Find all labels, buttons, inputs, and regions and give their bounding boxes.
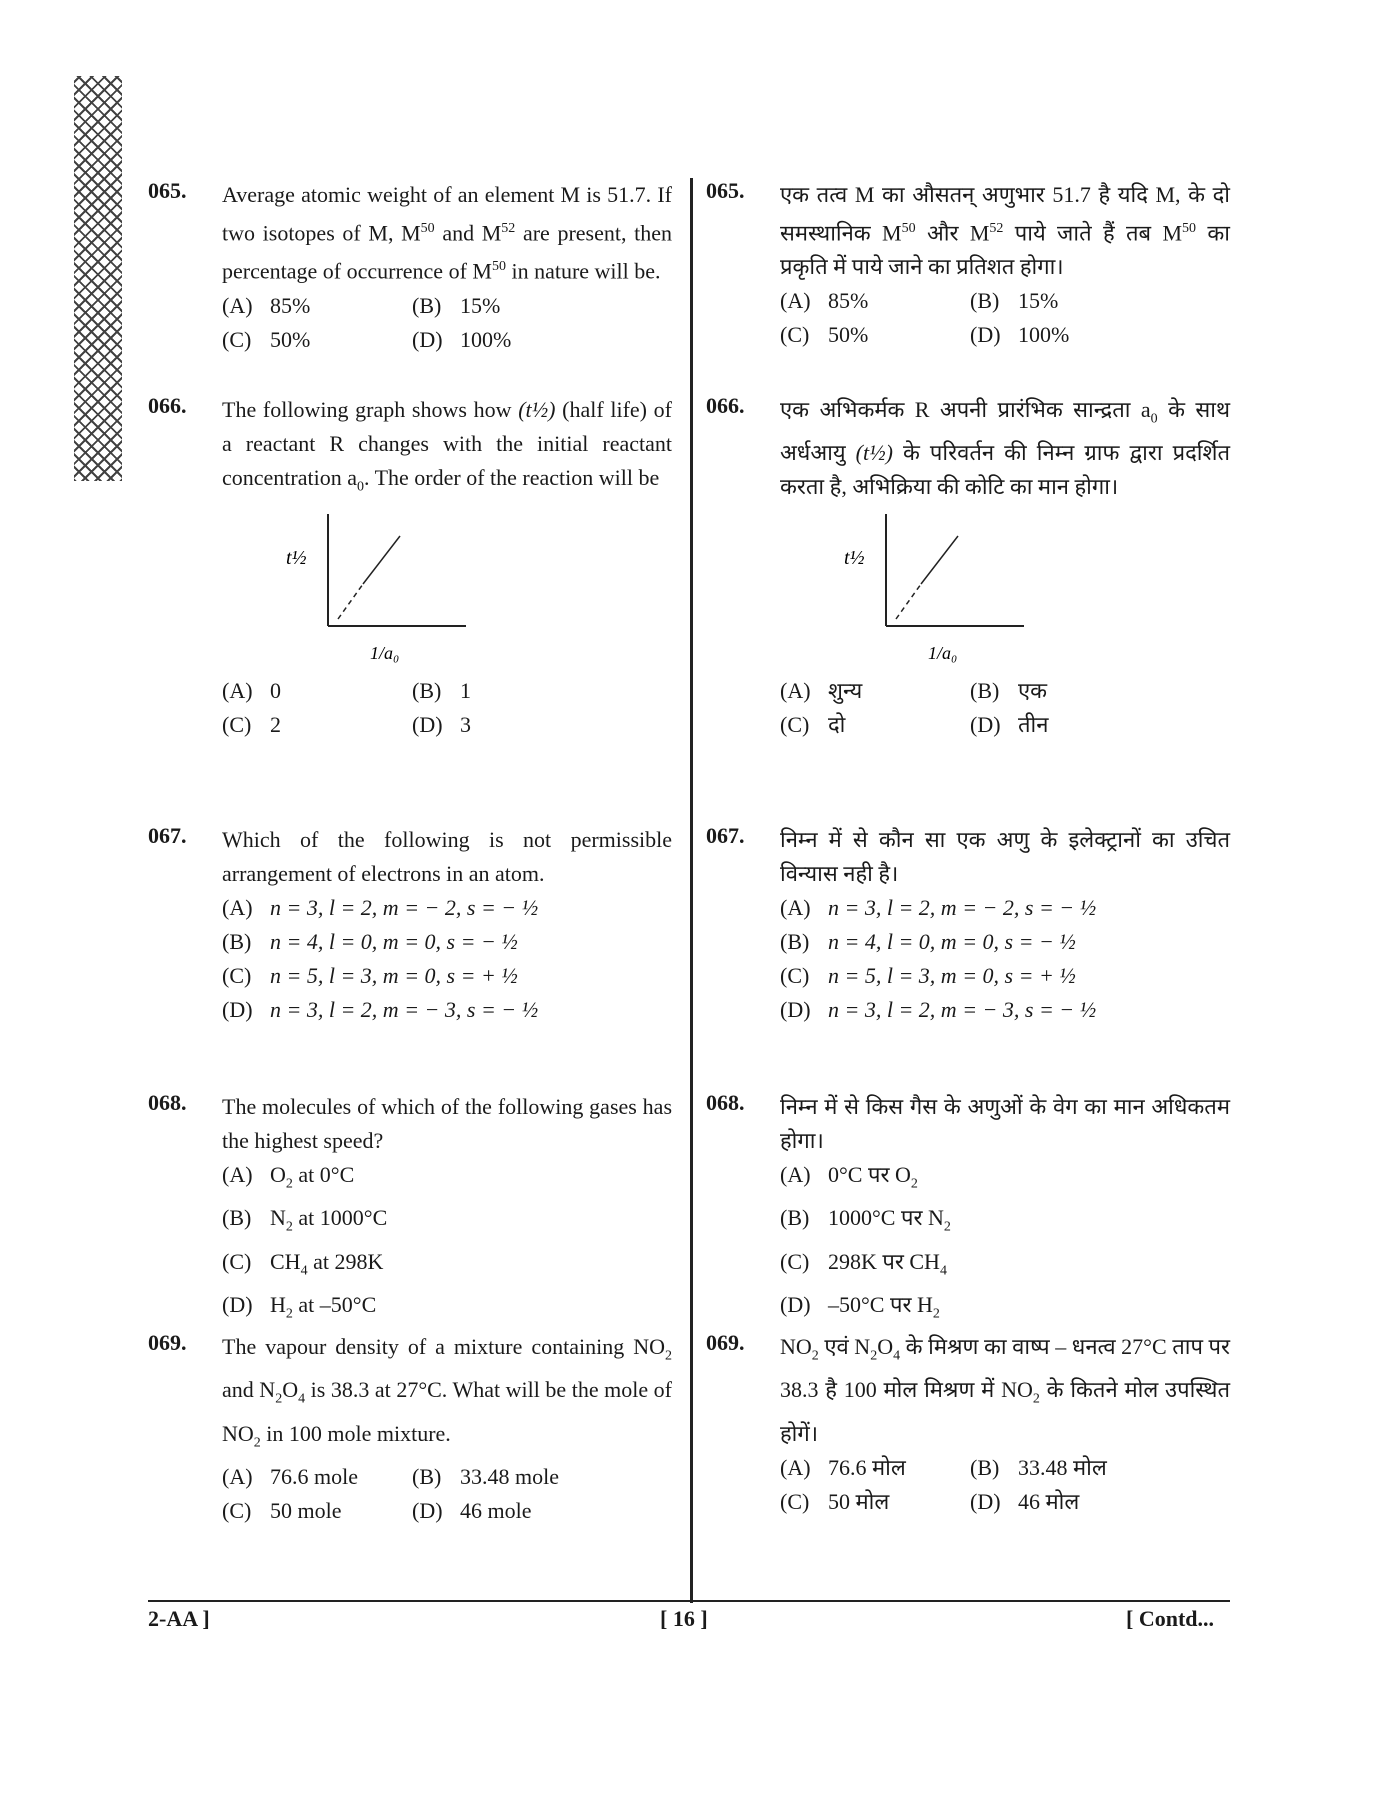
question-text: एक अभिकर्मक R अपनी प्रारंभिक सान्द्रता $a_0$ के साथ अर्धआयु (t½) के परिवर्तन की निम्न ग्राफ द्वारा प्रदर्शित करता है, अभिक्रिया की कोटि का मान होगा। (780, 397, 1230, 500)
question-067-hi (706, 823, 1230, 1090)
question-number: 067. (148, 823, 187, 848)
option-c: (C) दो (780, 712, 846, 738)
option-a: (A) $O_2$ at 0°C (222, 1162, 355, 1192)
question-065-hi (706, 178, 1230, 393)
options (780, 674, 1230, 742)
option-a: (A) 85% (222, 292, 311, 318)
option-b: (B) 15% (970, 288, 1059, 314)
question-number: 065. (706, 178, 745, 203)
option-a: (A) n = 3, l = 2, m = − 2, s = − ½ (780, 895, 1097, 920)
y-axis-label: t½ (844, 547, 865, 570)
options (222, 1158, 672, 1332)
question-number: 068. (706, 1090, 745, 1115)
question-066-hi (706, 393, 1230, 823)
option-a: (A) 85% (780, 288, 869, 314)
options (222, 1460, 672, 1528)
question-069-hi (706, 1330, 1230, 1519)
option-d: (D) 46 मोल (970, 1488, 1080, 1514)
graph-line (363, 536, 400, 584)
option-c: (C) n = 5, l = 3, m = 0, s = + ½ (222, 963, 518, 988)
option-d: (D) 46 mole (412, 1498, 532, 1524)
question-068-hi (706, 1090, 1230, 1330)
option-d: (D) 3 (412, 712, 471, 738)
option-c: (C) 50% (222, 326, 311, 352)
option-b: (B) $N_2$ at 1000°C (222, 1205, 388, 1235)
option-a: (A) 0 (222, 678, 281, 704)
option-c: (C) $CH_4$ at 298K (222, 1248, 384, 1279)
graph-svg (248, 504, 488, 674)
question-066-en (148, 393, 672, 823)
english-column (148, 178, 672, 1528)
options (780, 284, 1230, 352)
option-d: (D) n = 3, l = 2, m = − 3, s = − ½ (222, 997, 539, 1022)
options (780, 1451, 1230, 1519)
question-number: 069. (706, 1330, 745, 1355)
option-b: (B) 15% (412, 292, 501, 318)
question-text: एक तत्व M का औसतन् अणुभार 51.7 है यदि M, के दो समस्थानिक $M^{50}$ और $M^{52}$ पाये जाते हैं तब $M^{50}$ का प्रकृति में पाये जाने का प्रतिशत होगा। (780, 182, 1230, 280)
footer-page-number: [ 16 ] (660, 1606, 708, 1631)
option-a: (A) n = 3, l = 2, m = − 2, s = − ½ (222, 895, 539, 920)
decorative-border-pattern (74, 76, 122, 481)
question-069-en (148, 1330, 672, 1528)
footer-rule (148, 1600, 1230, 1602)
option-c: (C) 2 (222, 712, 281, 738)
question-068-en (148, 1090, 672, 1330)
question-number: 066. (148, 393, 187, 418)
question-number: 068. (148, 1090, 187, 1115)
footer-booklet-code: 2-AA ] (148, 1606, 210, 1631)
option-b: (B) एक (970, 678, 1048, 704)
option-c: (C) 298K पर $CH_4$ (780, 1248, 947, 1279)
question-number: 066. (706, 393, 745, 418)
question-number: 067. (706, 823, 745, 848)
question-number: 065. (148, 178, 187, 203)
option-d: (D) तीन (970, 712, 1049, 738)
x-axis-label: 1/a₀ (370, 643, 400, 664)
half-life-graph (248, 504, 672, 674)
hindi-column (706, 178, 1230, 1519)
question-number: 069. (148, 1330, 187, 1355)
options (222, 289, 672, 357)
question-text: Which of the following is not permissible arrangement of electrons in an atom. (222, 827, 672, 886)
options (222, 891, 672, 1027)
question-065-en (148, 178, 672, 393)
question-067-en (148, 823, 672, 1090)
option-b: (B) n = 4, l = 0, m = 0, s = − ½ (780, 929, 1076, 954)
option-d: (D) 100% (412, 326, 512, 352)
option-d: (D) –50°C पर $H_2$ (780, 1292, 940, 1322)
graph-line (921, 536, 958, 584)
option-a: (A) 0°C पर $O_2$ (780, 1162, 918, 1192)
footer-continued: [ Contd... (1126, 1606, 1215, 1631)
option-d: (D) 100% (970, 322, 1070, 348)
option-c: (C) 50 मोल (780, 1488, 890, 1514)
option-d: (D) n = 3, l = 2, m = − 3, s = − ½ (780, 997, 1097, 1022)
question-text: निम्न में से कौन सा एक अणु के इलेक्ट्रानों का उचित विन्यास नही है। (780, 827, 1230, 886)
options (780, 891, 1230, 1027)
graph-extrapolation (896, 584, 921, 619)
question-text: निम्न में से किस गैस के अणुओं के वेग का मान अधिकतम होगा। (780, 1094, 1230, 1153)
graph-extrapolation (338, 584, 363, 619)
option-b: (B) n = 4, l = 0, m = 0, s = − ½ (222, 929, 518, 954)
option-b: (B) 1 (412, 678, 471, 704)
options (222, 674, 672, 742)
question-text: The molecules of which of the following gases has the highest speed? (222, 1094, 672, 1153)
x-axis-label: 1/a₀ (928, 643, 958, 664)
question-text: The vapour density of a mixture containing $NO_2$ and $N_2O_4$ is 38.3 at 27°C. What will be the mole of $NO_2$ in 100 mole mixture. (222, 1334, 672, 1451)
option-c: (C) n = 5, l = 3, m = 0, s = + ½ (780, 963, 1076, 988)
option-c: (C) 50% (780, 322, 869, 348)
question-text: The following graph shows how (t½) (half life) of a reactant R changes with the initial reactant concentration $a_0$. The order of the reaction will be (222, 397, 673, 495)
option-a: (A) शुन्य (780, 678, 863, 704)
column-divider (690, 178, 693, 1603)
options (780, 1158, 1230, 1332)
y-axis-label: t½ (286, 547, 307, 570)
option-a: (A) 76.6 mole (222, 1464, 358, 1490)
option-b: (B) 1000°C पर $N_2$ (780, 1205, 951, 1235)
option-b: (B) 33.48 mole (412, 1464, 559, 1490)
option-a: (A) 76.6 मोल (780, 1454, 906, 1480)
option-b: (B) 33.48 मोल (970, 1454, 1107, 1480)
question-text: Average atomic weight of an element M is 51.7. If two isotopes of M, $M^{50}$ and $M^{52}$ are present, then percentage of occurrence of $M^{50}$ in nature will be. (222, 182, 673, 284)
question-text: $NO_2$ एवं $N_2O_4$ के मिश्रण का वाष्प – धनत्व 27°C ताप पर 38.3 है 100 मोल मिश्रण में $NO_2$ के कितने मोल उपस्थित होगें। (780, 1334, 1230, 1446)
graph-svg (806, 504, 1046, 674)
half-life-graph (806, 504, 1230, 674)
option-d: (D) $H_2$ at –50°C (222, 1292, 377, 1322)
option-c: (C) 50 mole (222, 1498, 342, 1524)
